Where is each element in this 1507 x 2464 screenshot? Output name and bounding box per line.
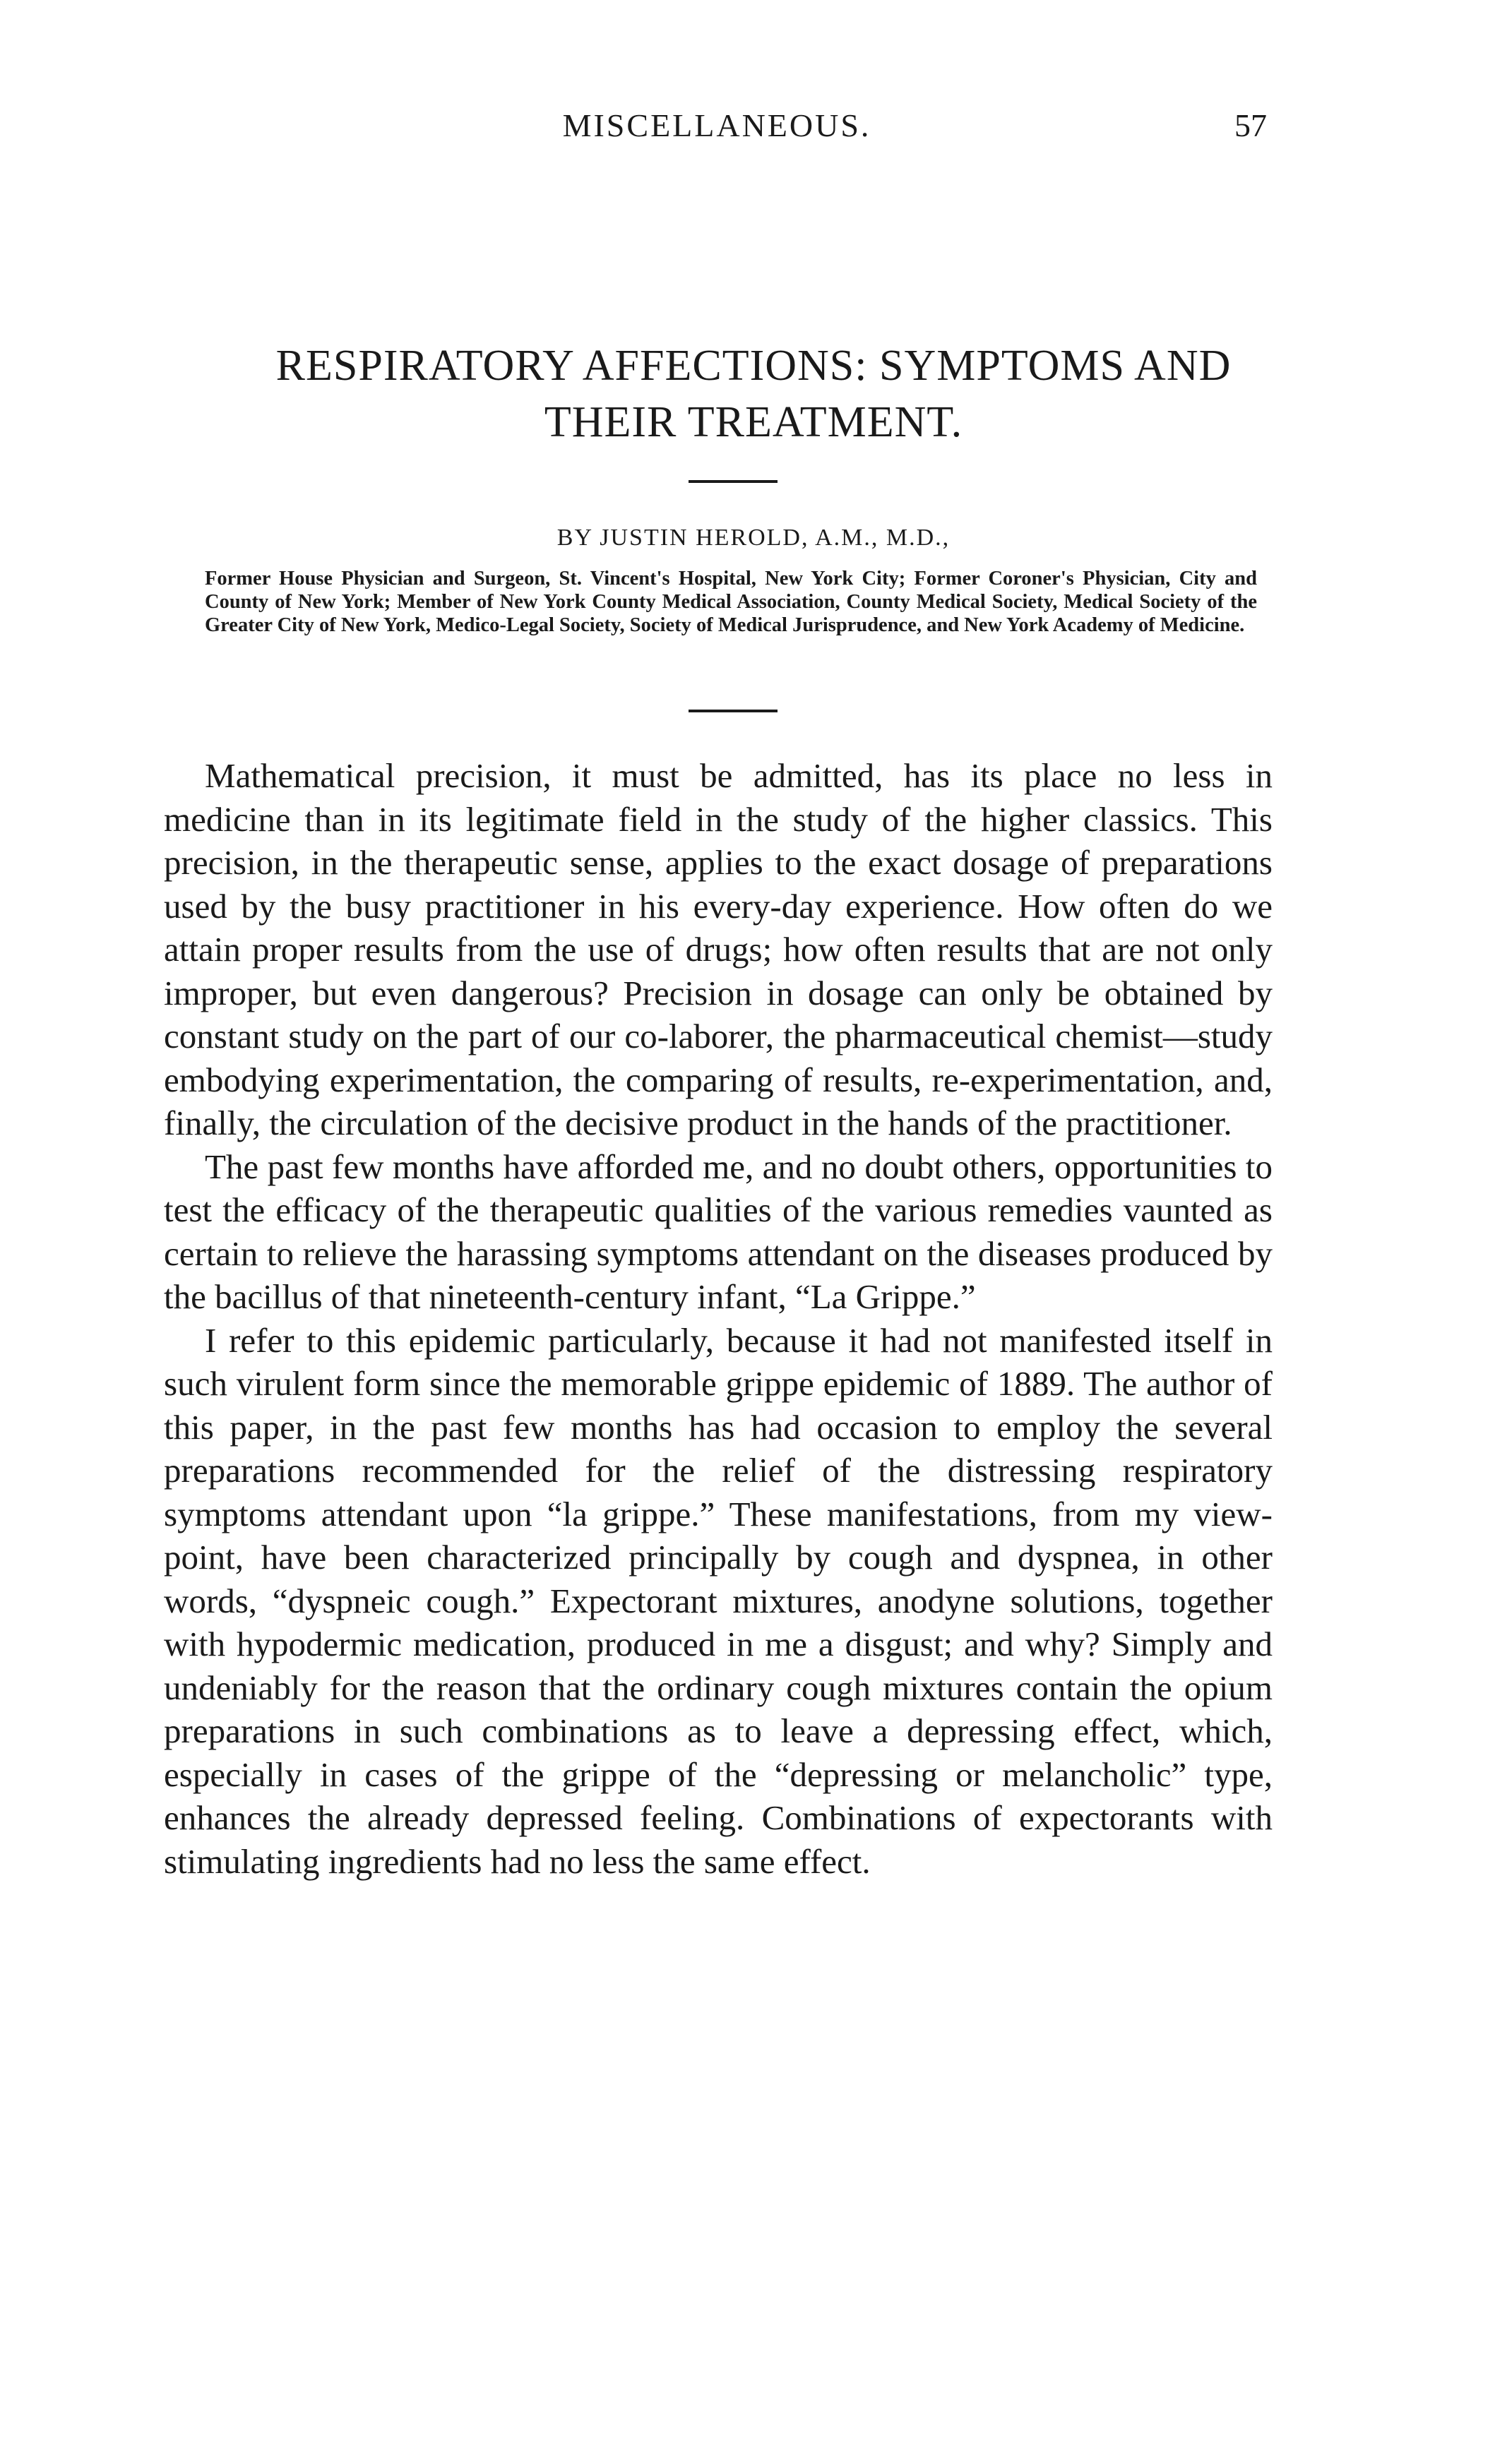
- divider-rule: [689, 710, 778, 712]
- title-line-1: RESPIRATORY AFFECTIONS: SYMPTOMS AND: [275, 342, 1232, 390]
- title-line-2: THEIR TREATMENT.: [544, 398, 963, 446]
- divider-rule: [689, 480, 778, 483]
- article-title: [141, 337, 1366, 450]
- running-title: MISCELLANEOUS.: [562, 107, 871, 143]
- paragraph: The past few months have afforded me, and no doubt others, opportunities to test the efficacy of the therapeutic qualities of the various remedies vaunted as certain to relieve the harassing symptoms attendant on the diseases produced by the bacillus of that nineteenth-century infant, “La Grippe.”: [164, 1147, 1273, 1316]
- paragraph: I refer to this epidemic particularly, because it had not manifested itself in such virulent form since the memorable grippe epidemic of 1889. The author of this paper, in the past few months has had occasion to employ the several preparations recommended for the relief of the distressing respiratory symptoms attendant upon “la grippe.” These manifestations, from my view-point, have been characterized principally by cough and dyspnea, in other words, “dyspneic cough.” Expectorant mixtures, anodyne solutions, together with hypodermic medication, produced in me a disgust; and why? Simply and undeniably for the reason that the ordinary cough mixtures contain the opium preparations in such combinations as to leave a depressing effect, which, especially in cases of the grippe of the “depressing or melancholic” type, enhances the already depressed feeling. Combinations of expectorants with stimulating ingredients had no less the same effect.: [164, 1320, 1273, 1881]
- running-head: [0, 104, 1507, 147]
- page-number: 57: [1234, 107, 1267, 143]
- author-byline: BY JUSTIN HEROLD, A.M., M.D.,: [556, 525, 951, 551]
- paragraph: Mathematical precision, it must be admitted, has its place no less in medicine than in its legitimate field in the study of the higher classics. This precision, in the therapeutic sense, applies to the exact dosage of preparations used by the busy practitioner in his every-day experience. How often do we attain proper results from the use of drugs; how often results that are not only improper, but even dangerous? Precision in dosage can only be obtained by constant study on the part of our co-laborer, the pharmaceutical chemist—study embodying experimentation, the comparing of results, re-experimentation, and, finally, the circulation of the decisive product in the hands of the practitioner.: [164, 756, 1273, 1142]
- author-affiliation: Former House Physician and Surgeon, St. Vincent's Hospital, New York City; Former Coroner's Physician, City and County of New York; Member of New York County Medical Association, County Medical Society, Medical Society of the Greater City of New York, Medico-Legal Society, Society of Medical Jurisprudence, and New York Academy of Medicine.: [205, 568, 1257, 636]
- article-body: [164, 754, 1273, 1883]
